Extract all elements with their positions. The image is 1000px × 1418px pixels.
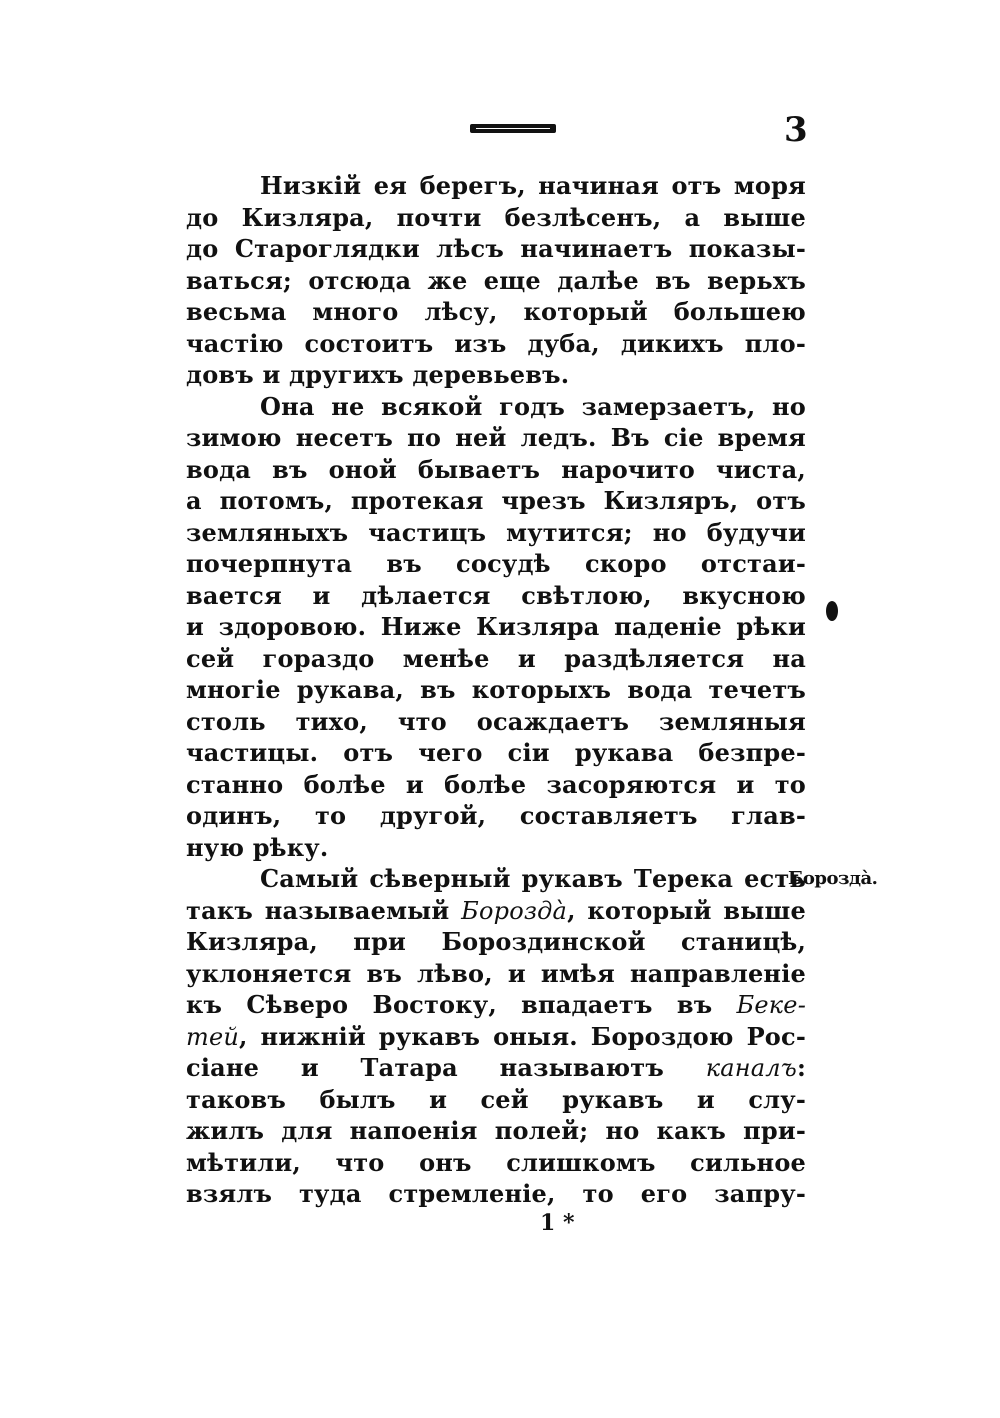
text-segment: частицы. отъ чего сіи рукава безпре-	[186, 738, 806, 767]
text-segment: многіе рукава, въ которыхъ вода течетъ	[186, 675, 806, 704]
text-segment: , нижній рукавъ оныя. Бороздою Рос-	[239, 1021, 806, 1051]
text-segment: Кизляра, при Бороздинской станицѣ,	[186, 927, 806, 956]
page-number: 3	[784, 110, 808, 150]
text-segment: до Кизляра, почти безлѣсенъ, а выше	[186, 202, 806, 232]
text-line	[186, 391, 806, 423]
text-segment: Она не всякой годъ замерзаетъ, но	[260, 391, 806, 421]
text-segment: къ Сѣверо Востоку, впадаетъ въ	[186, 990, 737, 1019]
text-segment: уклоняется въ лѣво, и имѣя направленіе	[186, 958, 806, 988]
italic-term: Бороздà	[461, 896, 568, 925]
text-line	[186, 800, 806, 832]
text-segment: почерпнута въ сосудѣ скоро отстаи-	[186, 549, 806, 578]
text-line	[186, 296, 806, 328]
text-segment: ную рѣку.	[186, 832, 329, 862]
text-segment: вода въ оной бываетъ нарочито чиста,	[186, 454, 806, 484]
text-segment: столь тихо, что осаждаетъ земляныя	[186, 706, 806, 736]
text-line	[186, 674, 806, 706]
text-segment: а потомъ, протекая чрезъ Кизляръ, отъ	[186, 486, 806, 515]
text-segment: такъ называемый	[186, 895, 462, 925]
text-segment: одинъ, то другой, составляетъ глав-	[186, 801, 806, 830]
text-line	[186, 1147, 806, 1179]
text-line	[186, 737, 806, 769]
text-line	[186, 548, 806, 580]
text-line	[186, 202, 806, 234]
text-line	[186, 1052, 806, 1084]
text-line	[186, 1084, 806, 1116]
body-text	[186, 170, 806, 1210]
text-line	[186, 611, 806, 643]
text-segment: до Староглядки лѣсъ начинаетъ показы-	[186, 234, 806, 263]
text-segment: Самый сѣверный рукавъ Терека есть	[260, 864, 806, 893]
text-line	[186, 580, 806, 612]
text-line	[186, 359, 806, 391]
text-line	[186, 958, 806, 990]
text-line	[186, 454, 806, 486]
text-line	[186, 895, 806, 927]
text-line	[186, 863, 806, 895]
text-line	[186, 1178, 806, 1210]
text-line	[186, 233, 806, 265]
italic-term: тей	[186, 1022, 240, 1051]
ink-blot	[826, 601, 838, 621]
text-line	[186, 643, 806, 675]
text-line	[186, 485, 806, 517]
text-segment: сей гораздо менѣе и раздѣляется на	[186, 643, 806, 673]
text-line	[186, 265, 806, 297]
text-line	[186, 706, 806, 738]
text-segment: сіане и Татара называютъ	[186, 1053, 706, 1082]
header-rule	[470, 124, 556, 133]
text-segment: вается и дѣлается свѣтлою, вкусною	[186, 580, 806, 610]
text-line	[186, 170, 806, 202]
text-line	[186, 422, 806, 454]
text-segment: Низкій ея берегъ, начиная отъ моря	[260, 171, 806, 200]
text-line	[186, 517, 806, 549]
text-line	[186, 769, 806, 801]
text-segment: и здоровою. Ниже Кизляра паденіе рѣки	[186, 612, 806, 641]
text-line	[186, 989, 806, 1021]
text-segment: жилъ для напоенія полей; но какъ при-	[186, 1116, 806, 1145]
text-segment: частію состоитъ изъ дуба, дикихъ пло-	[186, 328, 806, 358]
text-segment: , который выше	[567, 895, 806, 925]
text-segment: земляныхъ частицъ мутится; но будучи	[186, 517, 806, 547]
text-segment: зимою несетъ по ней ледъ. Въ сіе время	[186, 423, 806, 452]
margin-note: Бороздà.	[788, 868, 878, 889]
text-segment: весьма много лѣсу, который большею	[186, 297, 806, 326]
text-segment: таковъ былъ и сей рукавъ и слу-	[186, 1084, 806, 1114]
text-segment: довъ и другихъ деревьевъ.	[186, 360, 570, 389]
text-line	[186, 832, 806, 864]
text-segment: станно болѣе и болѣе засоряются и то	[186, 769, 806, 799]
text-segment: взялъ туда стремленіе, то его запру-	[186, 1179, 806, 1208]
italic-term: каналъ	[705, 1054, 797, 1082]
text-segment: ваться; отсюда же еще далѣе въ верьхъ	[186, 265, 806, 295]
text-segment: мѣтили, что онъ слишкомъ сильное	[186, 1147, 806, 1177]
text-line	[186, 328, 806, 360]
text-line	[186, 1021, 806, 1053]
signature-mark: 1 *	[540, 1210, 575, 1236]
text-segment: :	[796, 1053, 806, 1082]
text-line	[186, 926, 806, 958]
italic-term: Беке-	[736, 991, 806, 1019]
text-line	[186, 1115, 806, 1147]
